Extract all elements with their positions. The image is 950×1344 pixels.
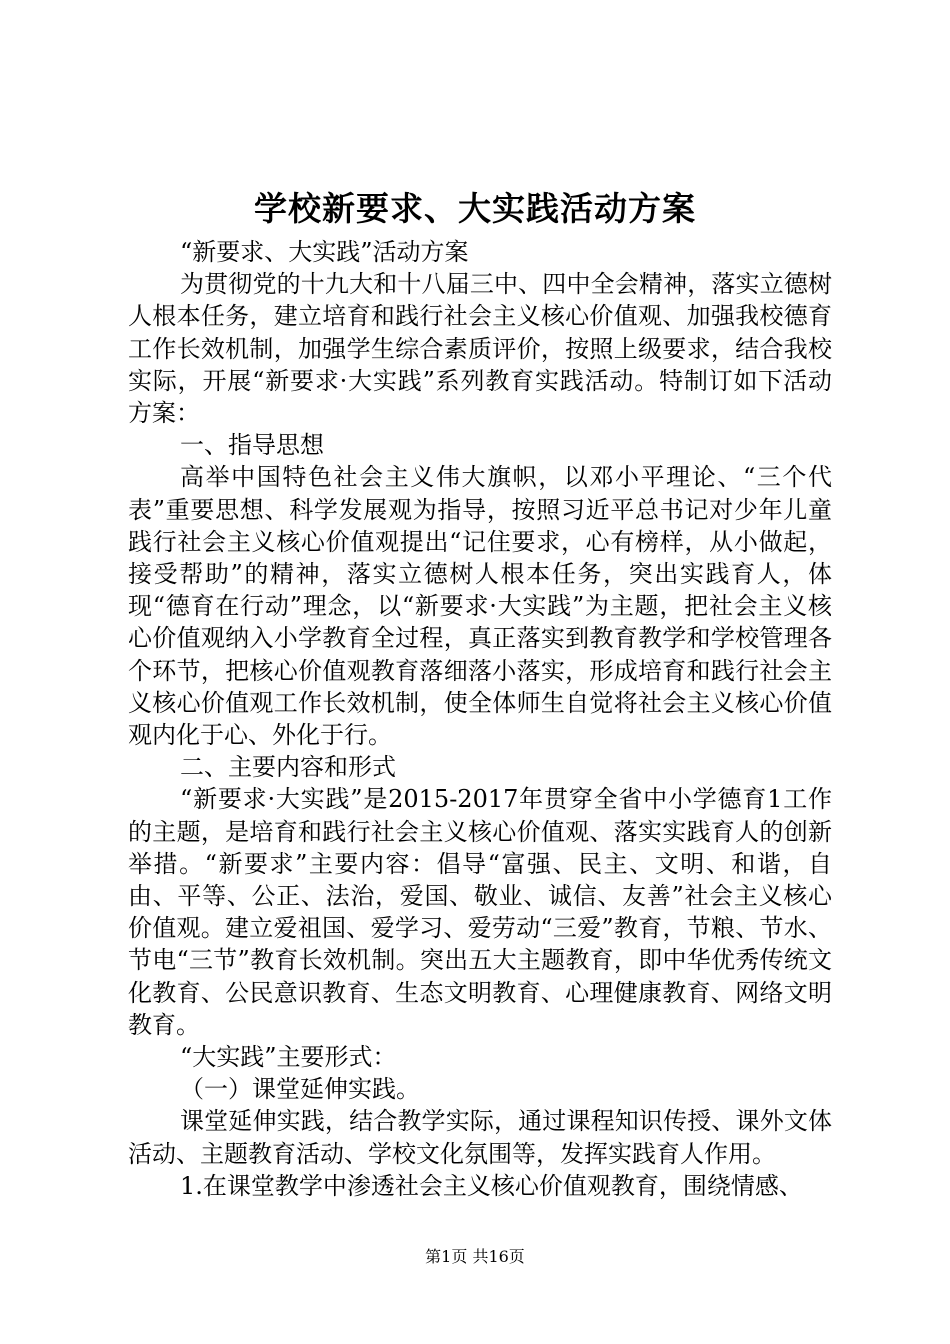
classroom-practice-paragraph: 课堂延伸实践，结合教学实际，通过课程知识传授、课外文体活动、主题教育活动、学校文化氛围等，发挥实践育人作用。 (128, 1107, 832, 1168)
page-number-footer: 第1页 共16页 (425, 1247, 525, 1266)
section-heading-1: 一、指导思想 (180, 431, 324, 460)
document-title: 学校新要求、大实践活动方案 (254, 189, 696, 228)
document-body (128, 236, 832, 1202)
guiding-thought-paragraph: 高举中国特色社会主义伟大旗帜，以邓小平理论、“三个代表”重要思想、科学发展观为指导，按照习近平总书记对少年儿童践行社会主义核心价值观提出“记住要求，心有榜样，从小做起，接受帮助”的精神，落实立德树人根本任务，突出实践育人，体现“德育在行动”理念，以“新要求·大实践”为主题，把社会主义核心价值观纳入小学教育全过程，真正落实到教育教学和学校管理各个环节，把核心价值观教育落细落小落实，形成培育和践行社会主义核心价值观工作长效机制，使全体师生自觉将社会主义核心价值观内化于心、外化于行。 (128, 463, 832, 750)
intro-paragraph: 为贯彻党的十九大和十八届三中、四中全会精神，落实立德树人根本任务，建立培育和践行社会主义核心价值观、加强我校德育工作长效机制，加强学生综合素质评价，按照上级要求，结合我校实际，开展“新要求·大实践”系列教育实践活动。特制订如下活动方案： (128, 270, 832, 428)
main-content-paragraph: “新要求·大实践”是2015-2017年贯穿全省中小学德育1工作的主题，是培育和践行社会主义核心价值观、落实实践育人的创新举措。“新要求”主要内容：倡导“富强、民主、文明、和谐，自由、平等、公正、法治，爱国、敬业、诚信、友善”社会主义核心价值观。建立爱祖国、爱学习、爱劳动“三爱”教育，节粮、节水、节电“三节”教育长效机制。突出五大主题教育，即中华优秀传统文化教育、公民意识教育、生态文明教育、心理健康教育、网络文明教育。 (128, 785, 832, 1039)
practice-forms-heading: “大实践”主要形式： (180, 1043, 397, 1072)
subsection-heading-1: （一）课堂延伸实践。 (180, 1075, 420, 1104)
section-heading-2: 二、主要内容和形式 (180, 753, 396, 782)
subtitle-paragraph: “新要求、大实践”活动方案 (180, 238, 469, 266)
list-item-1: 1.在课堂教学中渗透社会主义核心价值观教育，围绕情感、 (180, 1171, 803, 1200)
